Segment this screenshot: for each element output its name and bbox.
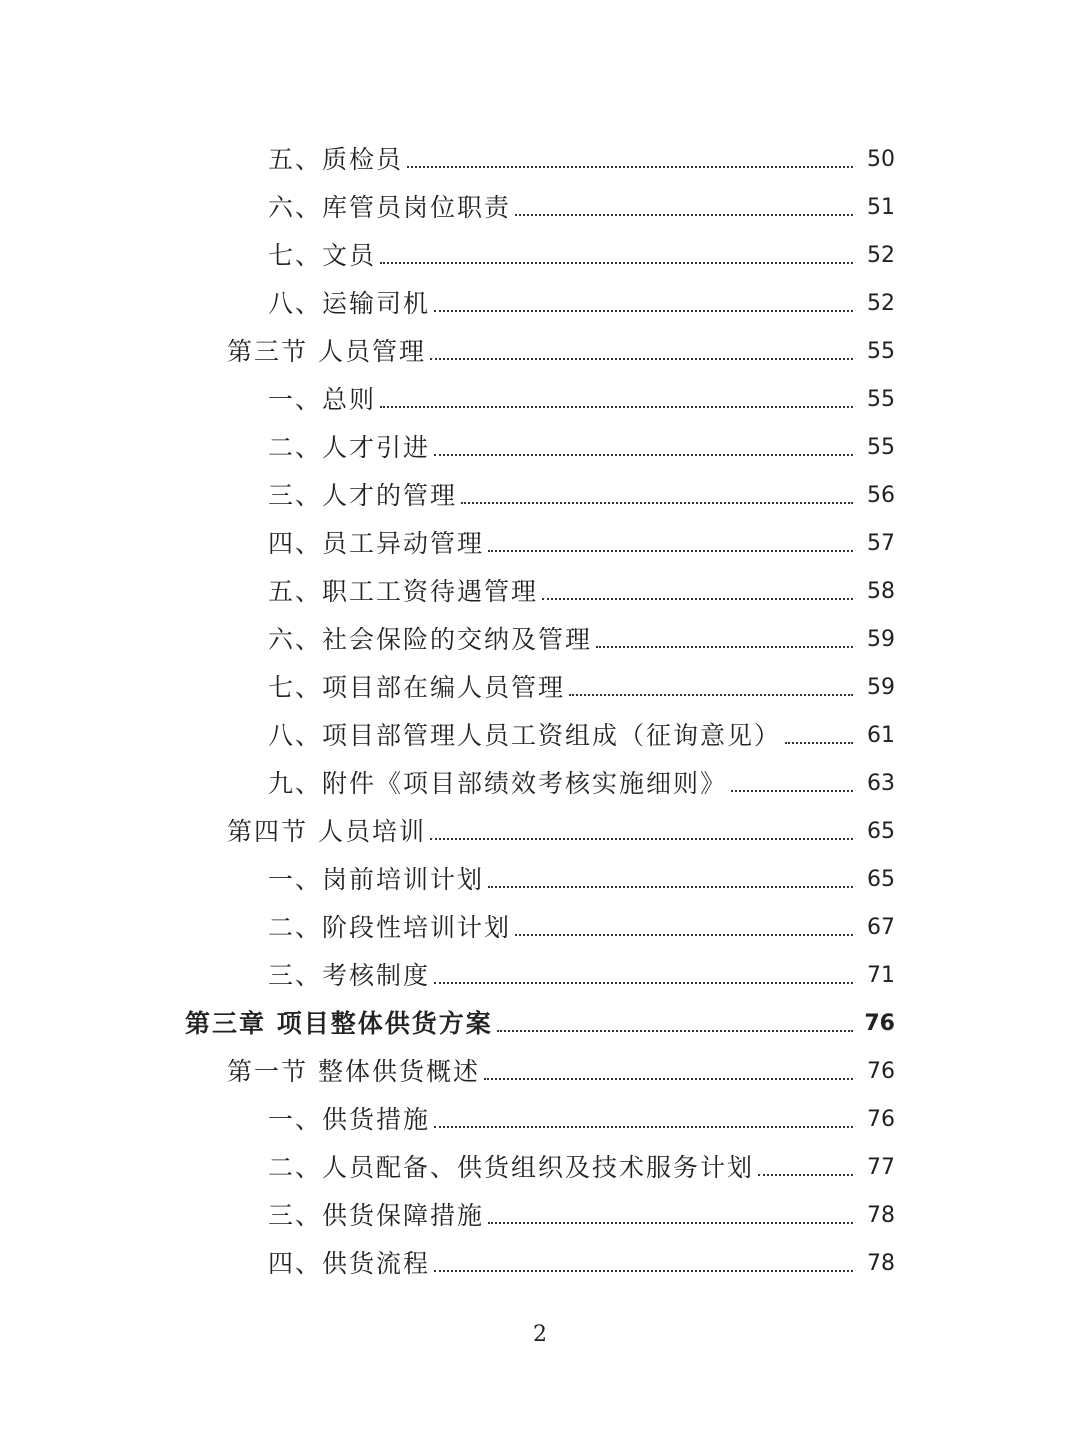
toc-entry-title: 第三节 人员管理 <box>227 337 426 366</box>
toc-entry-item[interactable] <box>0 513 1080 561</box>
toc-entry-item[interactable] <box>0 465 1080 513</box>
toc-entry-title: 一、总则 <box>268 385 377 414</box>
toc-entry-section[interactable] <box>0 801 1080 849</box>
toc-entry-page: 76 <box>864 1011 895 1036</box>
toc-entry-section[interactable] <box>0 321 1080 369</box>
toc-entry-page: 78 <box>867 1251 895 1276</box>
toc-entry-item[interactable] <box>0 897 1080 945</box>
dot-leader <box>430 838 853 840</box>
dot-leader <box>434 982 853 984</box>
toc-entry-page: 52 <box>867 291 895 316</box>
toc-entry-item[interactable] <box>0 705 1080 753</box>
page-number: 2 <box>533 1322 547 1347</box>
toc-entry-item[interactable] <box>0 369 1080 417</box>
toc-entry-page: 58 <box>867 579 895 604</box>
toc-entry-title: 八、项目部管理人员工资组成（征询意见） <box>268 721 782 750</box>
toc-entry-title: 五、质检员 <box>268 145 404 174</box>
toc-entry-item[interactable] <box>0 225 1080 273</box>
toc-entry-page: 52 <box>867 243 895 268</box>
toc-entry-title: 第一节 整体供货概述 <box>227 1057 480 1086</box>
toc-entry-page: 59 <box>867 675 895 700</box>
dot-leader <box>434 454 853 456</box>
toc-entry-item[interactable] <box>0 561 1080 609</box>
toc-entry-page: 56 <box>867 483 895 508</box>
toc-entry-title: 九、附件《项目部绩效考核实施细则》 <box>268 769 728 798</box>
toc-entry-title: 二、人才引进 <box>268 433 431 462</box>
dot-leader <box>497 1030 853 1032</box>
toc-entry-title: 三、供货保障措施 <box>268 1201 485 1230</box>
toc-entry-title: 二、阶段性培训计划 <box>268 913 512 942</box>
toc-entry-page: 65 <box>867 819 895 844</box>
dot-leader <box>484 1078 853 1080</box>
dot-leader <box>596 646 853 648</box>
table-of-contents <box>0 129 1080 1281</box>
toc-entry-title: 八、运输司机 <box>268 289 431 318</box>
dot-leader <box>434 1270 853 1272</box>
toc-entry-section[interactable] <box>0 1041 1080 1089</box>
toc-entry-title: 六、社会保险的交纳及管理 <box>268 625 593 654</box>
dot-leader <box>785 742 853 744</box>
toc-entry-item[interactable] <box>0 1089 1080 1137</box>
toc-entry-chapter[interactable] <box>0 993 1080 1041</box>
dot-leader <box>434 1126 853 1128</box>
toc-entry-page: 63 <box>867 771 895 796</box>
toc-entry-item[interactable] <box>0 1233 1080 1281</box>
toc-entry-item[interactable] <box>0 1185 1080 1233</box>
toc-entry-title: 四、供货流程 <box>268 1249 431 1278</box>
toc-entry-title: 一、供货措施 <box>268 1105 431 1134</box>
dot-leader <box>758 1174 853 1176</box>
toc-entry-title: 二、人员配备、供货组织及技术服务计划 <box>268 1153 755 1182</box>
dot-leader <box>488 886 853 888</box>
toc-entry-page: 76 <box>867 1059 895 1084</box>
dot-leader <box>380 262 853 264</box>
toc-entry-title: 四、员工异动管理 <box>268 529 485 558</box>
toc-entry-item[interactable] <box>0 129 1080 177</box>
toc-entry-page: 55 <box>867 387 895 412</box>
toc-entry-item[interactable] <box>0 657 1080 705</box>
dot-leader <box>488 1222 853 1224</box>
toc-entry-item[interactable] <box>0 417 1080 465</box>
dot-leader <box>434 310 853 312</box>
toc-entry-item[interactable] <box>0 177 1080 225</box>
dot-leader <box>569 694 853 696</box>
dot-leader <box>515 934 853 936</box>
toc-entry-page: 57 <box>867 531 895 556</box>
toc-entry-item[interactable] <box>0 849 1080 897</box>
toc-entry-title: 三、人才的管理 <box>268 481 458 510</box>
toc-entry-item[interactable] <box>0 753 1080 801</box>
dot-leader <box>488 550 853 552</box>
toc-entry-page: 67 <box>867 915 895 940</box>
toc-entry-page: 55 <box>867 339 895 364</box>
toc-entry-item[interactable] <box>0 1137 1080 1185</box>
toc-entry-title: 三、考核制度 <box>268 961 431 990</box>
toc-entry-title: 一、岗前培训计划 <box>268 865 485 894</box>
toc-entry-page: 76 <box>867 1107 895 1132</box>
dot-leader <box>731 790 853 792</box>
dot-leader <box>407 166 853 168</box>
toc-entry-item[interactable] <box>0 609 1080 657</box>
dot-leader <box>380 406 853 408</box>
toc-entry-page: 50 <box>867 147 895 172</box>
toc-entry-title: 七、项目部在编人员管理 <box>268 673 566 702</box>
toc-entry-page: 55 <box>867 435 895 460</box>
toc-entry-title: 第三章 项目整体供货方案 <box>185 1009 493 1038</box>
toc-entry-page: 77 <box>867 1155 895 1180</box>
toc-entry-item[interactable] <box>0 273 1080 321</box>
dot-leader <box>430 358 853 360</box>
dot-leader <box>515 214 853 216</box>
toc-entry-page: 65 <box>867 867 895 892</box>
toc-entry-page: 51 <box>867 195 895 220</box>
toc-entry-item[interactable] <box>0 945 1080 993</box>
toc-entry-page: 78 <box>867 1203 895 1228</box>
toc-entry-title: 七、文员 <box>268 241 377 270</box>
toc-entry-title: 第四节 人员培训 <box>227 817 426 846</box>
dot-leader <box>542 598 853 600</box>
toc-entry-title: 六、库管员岗位职责 <box>268 193 512 222</box>
dot-leader <box>461 502 853 504</box>
toc-entry-title: 五、职工工资待遇管理 <box>268 577 539 606</box>
toc-entry-page: 71 <box>867 963 895 988</box>
toc-entry-page: 59 <box>867 627 895 652</box>
toc-entry-page: 61 <box>867 723 895 748</box>
